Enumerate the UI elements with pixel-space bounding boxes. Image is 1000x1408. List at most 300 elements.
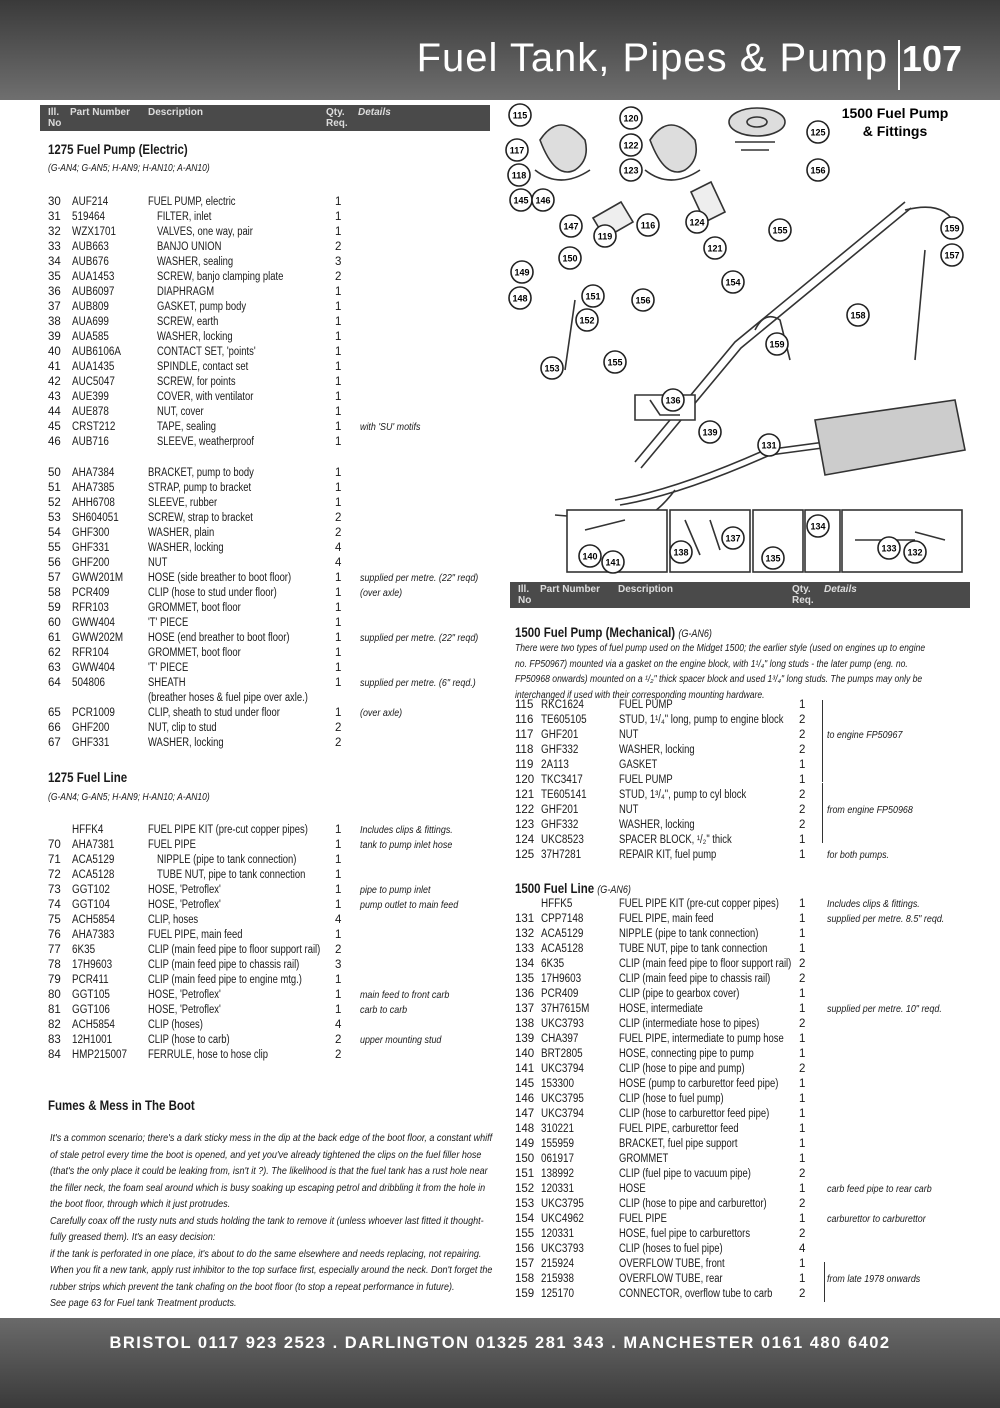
part-number: 17H9603 (541, 973, 582, 985)
part-number: AUB676 (72, 256, 109, 268)
callout-157 (941, 244, 963, 266)
ill-number: 149 (515, 1138, 535, 1150)
quantity: 2 (799, 819, 806, 831)
quantity: 1 (335, 421, 342, 433)
ill-number: 33 (48, 241, 61, 253)
brace-fp50967 (818, 700, 823, 782)
quantity: 1 (335, 497, 342, 509)
part-number: UKC8523 (541, 834, 584, 846)
quantity: 2 (799, 1063, 806, 1075)
table-row (515, 942, 955, 957)
ill-number: 155 (515, 1228, 535, 1240)
quantity: 2 (335, 944, 342, 956)
callout-121 (704, 237, 726, 259)
description: GASKET, pump body (157, 301, 247, 313)
description: WASHER, locking (157, 331, 233, 343)
callout-label: 133 (881, 543, 897, 554)
callout-153 (541, 357, 563, 379)
quantity: 2 (335, 512, 342, 524)
quantity: 1 (335, 226, 342, 238)
description: HOSE, intermediate (619, 1003, 703, 1015)
ill-number: 158 (515, 1273, 535, 1285)
table-row (48, 556, 488, 571)
quantity: 1 (799, 1153, 806, 1165)
part-number: PCR1009 (72, 707, 115, 719)
description: CLIP (hose to pipe and pump) (619, 1063, 745, 1075)
part-number: 2A113 (541, 759, 569, 771)
description: CLIP (intermediate hose to pipes) (619, 1018, 760, 1030)
part-number: AUC5047 (72, 376, 115, 388)
description: FUEL PIPE KIT (pre-cut copper pipes) (148, 824, 308, 836)
callout-120 (620, 107, 642, 129)
quantity: 1 (335, 707, 342, 719)
callout-label: 154 (725, 277, 741, 288)
description: HOSE (side breather to boot floor) (148, 572, 292, 584)
callout-label: 137 (725, 533, 741, 544)
quantity: 1 (335, 824, 342, 836)
details: supplied per metre. 10" reqd. (827, 1003, 942, 1015)
left-column-header (40, 105, 490, 131)
ill-number: 120 (515, 774, 535, 786)
part-number: 125170 (541, 1288, 575, 1300)
description: CLIP (main feed pipe to chassis rail) (619, 973, 771, 985)
description: HOSE, connecting pipe to pump (619, 1048, 754, 1060)
ill-number: 140 (515, 1048, 535, 1060)
table-row (48, 1048, 488, 1063)
part-number: HFFK5 (541, 898, 573, 910)
details: Includes clips & fittings. (827, 898, 920, 910)
description: SCREW, earth (157, 316, 219, 328)
quantity: 2 (335, 737, 342, 749)
details: carb to carb (360, 1004, 408, 1016)
quantity: 2 (335, 1034, 342, 1046)
ill-number: 153 (515, 1198, 535, 1210)
description: WASHER, sealing (157, 256, 234, 268)
ill-number: 148 (515, 1123, 535, 1135)
part-number: 215938 (541, 1273, 575, 1285)
part-number: HMP215007 (72, 1049, 127, 1061)
part-number: AUB716 (72, 436, 109, 448)
callout-151 (582, 285, 604, 307)
quantity: 1 (799, 928, 806, 940)
ill-number: 43 (48, 391, 61, 403)
callout-115 (509, 104, 531, 126)
description: CLIP (main feed pipe to floor support rail) (148, 944, 321, 956)
callout-149 (511, 261, 533, 283)
description: HOSE, 'Petroflex' (148, 884, 221, 896)
part-number: HFFK4 (72, 824, 104, 836)
ill-number: 32 (48, 226, 61, 238)
ill-number: 71 (48, 854, 61, 866)
part-number: GHF200 (72, 722, 110, 734)
part-number: GHF332 (541, 819, 579, 831)
details: supplied per metre. (6" reqd.) (360, 677, 476, 689)
details: supplied per metre. (22" reqd) (360, 632, 479, 644)
table-row (48, 210, 488, 225)
description: HOSE, 'Petroflex' (148, 989, 221, 1001)
callout-label: 136 (665, 395, 681, 406)
ill-number: 38 (48, 316, 61, 328)
table-row (48, 853, 488, 868)
description: TUBE NUT, pipe to tank connection (619, 943, 768, 955)
part-number: AUB663 (72, 241, 109, 253)
callout-119 (594, 225, 616, 247)
description: VALVES, one way, pair (157, 226, 253, 238)
callout-135 (762, 547, 784, 569)
quantity: 1 (335, 301, 342, 313)
table-row (48, 466, 488, 481)
col-part-number: Part Number (70, 107, 131, 118)
table-row (48, 420, 488, 435)
part-number: 6K35 (72, 944, 96, 956)
callout-label: 156 (635, 295, 651, 306)
quantity: 1 (799, 1183, 806, 1195)
quantity: 1 (335, 376, 342, 388)
exploded-diagram (505, 100, 975, 580)
part-number: TKC3417 (541, 774, 583, 786)
part-number: SH604051 (72, 512, 119, 524)
details: with 'SU' motifs (360, 421, 421, 433)
table-row (515, 698, 955, 713)
quantity: 1 (799, 1273, 806, 1285)
callout-label: 141 (605, 557, 621, 568)
ill-number: 45 (48, 421, 61, 433)
callout-label: 119 (597, 231, 613, 242)
callout-123 (620, 159, 642, 181)
description: HOSE, fuel pipe to carburettors (619, 1228, 751, 1240)
fumes-paragraph (50, 1130, 497, 1312)
part-number: CHA397 (541, 1033, 579, 1045)
ill-number: 78 (48, 959, 61, 971)
paragraph-line: (that's the only place it could be leaking from, isn't it ?). The likelihood is that the fuel tank has a rust hole near (50, 1165, 488, 1177)
part-number: UKC3795 (541, 1093, 584, 1105)
table-row (48, 601, 488, 616)
col-ill: Ill. (48, 107, 60, 118)
callout-131 (758, 434, 780, 456)
description: FUEL PIPE KIT (pre-cut copper pipes) (619, 898, 779, 910)
description: SHEATH (148, 677, 186, 689)
table-row (515, 713, 955, 728)
description: CONNECTOR, overflow tube to carb (619, 1288, 773, 1300)
paragraph-line: of stale petrol every time the boot is opened, and yet you've already tightened the clips on the fuel filler hose (50, 1148, 482, 1161)
section-title-1500-line-suffix: (G-AN6) (597, 884, 631, 896)
paragraph-line: if the tank is perforated in one place, it's about to do the same elsewhere and needs replacing, not repairing. (50, 1247, 482, 1260)
table-row (48, 360, 488, 375)
table-row (48, 958, 488, 973)
ill-number: 61 (48, 632, 61, 644)
quantity: 1 (335, 632, 342, 644)
callout-148 (509, 287, 531, 309)
description: HOSE, 'Petroflex' (148, 1004, 221, 1016)
table-row (48, 285, 488, 300)
quantity: 2 (799, 1168, 806, 1180)
part-number: AUA699 (72, 316, 109, 328)
ill-number: 150 (515, 1153, 535, 1165)
ill-number: 37 (48, 301, 61, 313)
description: CLIP (hose to stud under floor) (148, 587, 277, 599)
details: from late 1978 onwards (827, 1273, 921, 1285)
quantity: 1 (335, 196, 342, 208)
description: SPACER BLOCK, ¹/₂" thick (619, 834, 732, 846)
quantity: 1 (799, 1093, 806, 1105)
part-number: 504806 (72, 677, 106, 689)
ill-number: 146 (515, 1093, 535, 1105)
description: CLIP (main feed pipe to engine mtg.) (148, 974, 302, 986)
ill-number: 62 (48, 647, 61, 659)
ill-number: 46 (48, 436, 61, 448)
part-number: AHH6708 (72, 497, 115, 509)
quantity: 2 (799, 729, 806, 741)
callout-label: 151 (585, 291, 601, 302)
description: CLIP (hose to pipe and carburettor) (619, 1198, 767, 1210)
section-title-1500-pump-suffix: (G-AN6) (678, 628, 712, 640)
description: HOSE (619, 1183, 646, 1195)
table-row (48, 631, 488, 646)
part-number: UKC4962 (541, 1213, 584, 1225)
callout-155 (604, 351, 626, 373)
part-number: GWW201M (72, 572, 124, 584)
quantity: 1 (335, 899, 342, 911)
quantity: 1 (799, 699, 806, 711)
quantity: 1 (335, 647, 342, 659)
callout-label: 117 (509, 145, 525, 156)
table-row (48, 405, 488, 420)
part-number: ACA5129 (72, 854, 115, 866)
page-footer (0, 1318, 1000, 1408)
part-number: 153300 (541, 1078, 575, 1090)
ill-number: 82 (48, 1019, 61, 1031)
part-number: 17H9603 (72, 959, 113, 971)
description: 'T' PIECE (148, 617, 189, 629)
part-number: 6K35 (541, 958, 565, 970)
callout-156 (632, 289, 654, 311)
table-row (515, 1242, 955, 1257)
paragraph-line: When you fit a new tank, apply rust inhibitor to the top surface first, especially around the neck. Don't forget the (50, 1264, 493, 1276)
table-row (515, 1107, 955, 1122)
section-title-1275-pump: 1275 Fuel Pump (Electric) (48, 141, 188, 157)
details: carburettor to carburettor (827, 1213, 926, 1225)
quantity: 4 (335, 1019, 342, 1031)
callout-145 (510, 189, 532, 211)
quantity: 4 (335, 557, 342, 569)
description: FUEL PUMP, electric (148, 196, 236, 208)
table-row (48, 195, 488, 210)
quantity: 1 (335, 467, 342, 479)
table-row (48, 913, 488, 928)
part-number: AUA1453 (72, 271, 115, 283)
section-subtitle-1275-pump: (G-AN4; G-AN5; H-AN9; H-AN10; A-AN10) (48, 163, 210, 174)
quantity: 1 (799, 1138, 806, 1150)
table-row (48, 541, 488, 556)
ill-number: 156 (515, 1243, 535, 1255)
part-number: PCR411 (72, 974, 109, 986)
table-row (48, 435, 488, 450)
ill-number: 132 (515, 928, 535, 940)
ill-number: 64 (48, 677, 61, 689)
description: CLIP, sheath to stud under floor (148, 707, 280, 719)
quantity: 1 (799, 1213, 806, 1225)
table-row (515, 818, 955, 833)
ill-number: 152 (515, 1183, 535, 1195)
description: WASHER, locking (619, 744, 695, 756)
ill-number: 151 (515, 1168, 535, 1180)
part-number: AHA7384 (72, 467, 115, 479)
ill-number: 139 (515, 1033, 535, 1045)
callout-label: 148 (512, 293, 528, 304)
quantity: 1 (799, 898, 806, 910)
part-number: BRT2805 (541, 1048, 583, 1060)
description: HOSE, 'Petroflex' (148, 899, 221, 911)
table-row (48, 928, 488, 943)
quantity: 1 (799, 1048, 806, 1060)
callout-label: 159 (944, 223, 960, 234)
details: supplied per metre. 8.5" reqd. (827, 913, 945, 925)
callout-label: 156 (810, 165, 826, 176)
ill-number: 117 (515, 729, 534, 741)
ill-number: 65 (48, 707, 61, 719)
ill-number: 79 (48, 974, 61, 986)
description: BRACKET, pump to body (148, 467, 254, 479)
part-number: AUA585 (72, 331, 109, 343)
quantity: 2 (335, 271, 342, 283)
quantity: 1 (335, 211, 342, 223)
description: WASHER, plain (148, 527, 215, 539)
description: STUD, 1³/₄", pump to cyl block (619, 789, 747, 801)
table-row (515, 1122, 955, 1137)
ill-number: 123 (515, 819, 535, 831)
quantity: 1 (335, 602, 342, 614)
quantity: 1 (335, 839, 342, 851)
description: NUT, clip to stud (148, 722, 217, 734)
description: FUEL PIPE, carburettor feed (619, 1123, 739, 1135)
paragraph-line: rubber strips which prevent the tank chafing on the boot floor (to stop a repeat performance in future). (50, 1280, 455, 1293)
description: STRAP, pump to bracket (148, 482, 252, 494)
parts-list-1275-pump (48, 195, 488, 450)
parts-list-1500-pump (515, 698, 955, 863)
paragraph-line: It's a common scenario; there's a dark sticky mess in the dip at the back edge of the boot floor, a constant whiff (50, 1132, 493, 1144)
description: CLIP (hose to fuel pump) (619, 1093, 724, 1105)
callout-label: 155 (607, 357, 623, 368)
table-row (48, 646, 488, 661)
part-number: GWW404 (72, 617, 115, 629)
ill-number: 56 (48, 557, 61, 569)
ill-number: 76 (48, 929, 61, 941)
description: SPINDLE, contact set (157, 361, 249, 373)
table-row (515, 1002, 955, 1017)
table-row (48, 661, 488, 676)
callout-150 (559, 247, 581, 269)
paragraph-line: no. FP50967) mounted via a gasket on the engine block, with 1¹/₄" long studs - the later pump (eng. no. (515, 658, 908, 670)
table-row (515, 1182, 955, 1197)
description: BRACKET, fuel pipe support (619, 1138, 738, 1150)
diagram-title-line1: 1500 Fuel Pump (841, 105, 949, 121)
page-header (0, 0, 1000, 100)
parts-list-1275-bracket (48, 466, 488, 751)
quantity: 2 (335, 527, 342, 539)
part-number: TE605105 (541, 714, 587, 726)
callout-label: 147 (563, 221, 579, 232)
table-row (48, 973, 488, 988)
table-row (48, 571, 488, 586)
table-row (515, 957, 955, 972)
ill-number: 53 (48, 512, 61, 524)
part-number: ACA5128 (72, 869, 115, 881)
description: WASHER, locking (619, 819, 695, 831)
col-ill-right: Ill. (518, 584, 530, 595)
part-number: GHF201 (541, 729, 579, 741)
details: to engine FP50967 (827, 729, 903, 741)
quantity: 1 (335, 391, 342, 403)
paragraph-line: FP50968 onwards) mounted on a ¹/₂" thick spacer block and used 1³/₄" long studs. The pumps may only be (515, 674, 923, 685)
table-row (48, 616, 488, 631)
ill-number: 52 (48, 497, 61, 509)
description: NUT (619, 729, 639, 741)
description: OVERFLOW TUBE, rear (619, 1273, 723, 1285)
ill-number: 70 (48, 839, 61, 851)
callout-label: 157 (944, 250, 960, 261)
callout-label: 115 (512, 110, 528, 121)
part-number: AUF214 (72, 196, 109, 208)
callout-159 (941, 217, 963, 239)
table-row (48, 823, 488, 838)
table-row (515, 1047, 955, 1062)
section-title-1500-line (515, 880, 631, 896)
table-row (48, 868, 488, 883)
part-number: AHA7381 (72, 839, 115, 851)
callout-141 (602, 551, 624, 573)
table-row (48, 898, 488, 913)
callout-label: 152 (579, 315, 595, 326)
table-row (48, 390, 488, 405)
table-row (515, 1212, 955, 1227)
ill-number: 154 (515, 1213, 535, 1225)
callout-118 (508, 164, 530, 186)
callout-136 (662, 389, 684, 411)
ill-number: 131 (515, 913, 535, 925)
callout-label: 118 (511, 170, 527, 181)
quantity: 1 (799, 943, 806, 955)
table-row (48, 883, 488, 898)
quantity: 1 (335, 662, 342, 674)
table-row (48, 1003, 488, 1018)
part-number: TE605141 (541, 789, 587, 801)
quantity: 1 (799, 1003, 806, 1015)
quantity: 1 (335, 677, 342, 689)
ill-number: 66 (48, 722, 61, 734)
callout-140 (579, 545, 601, 567)
details: (over axle) (360, 587, 403, 599)
callout-label: 120 (623, 113, 639, 124)
quantity: 1 (335, 854, 342, 866)
ill-number: 122 (515, 804, 535, 816)
description: NUT (148, 557, 168, 569)
quantity: 2 (799, 1288, 806, 1300)
callout-label: 146 (535, 195, 551, 206)
description: FUEL PIPE, intermediate to pump hose (619, 1033, 784, 1045)
table-row (48, 1033, 488, 1048)
quantity: 1 (799, 1078, 806, 1090)
quantity: 4 (335, 542, 342, 554)
quantity: 1 (799, 913, 806, 925)
description: GASKET (619, 759, 658, 771)
ill-number: 42 (48, 376, 61, 388)
callout-label: 155 (772, 225, 788, 236)
ill-number: 57 (48, 572, 61, 584)
table-row (515, 987, 955, 1002)
quantity: 2 (799, 714, 806, 726)
part-number: 37H7281 (541, 849, 582, 861)
col-qty-right: Qty. (792, 584, 811, 595)
